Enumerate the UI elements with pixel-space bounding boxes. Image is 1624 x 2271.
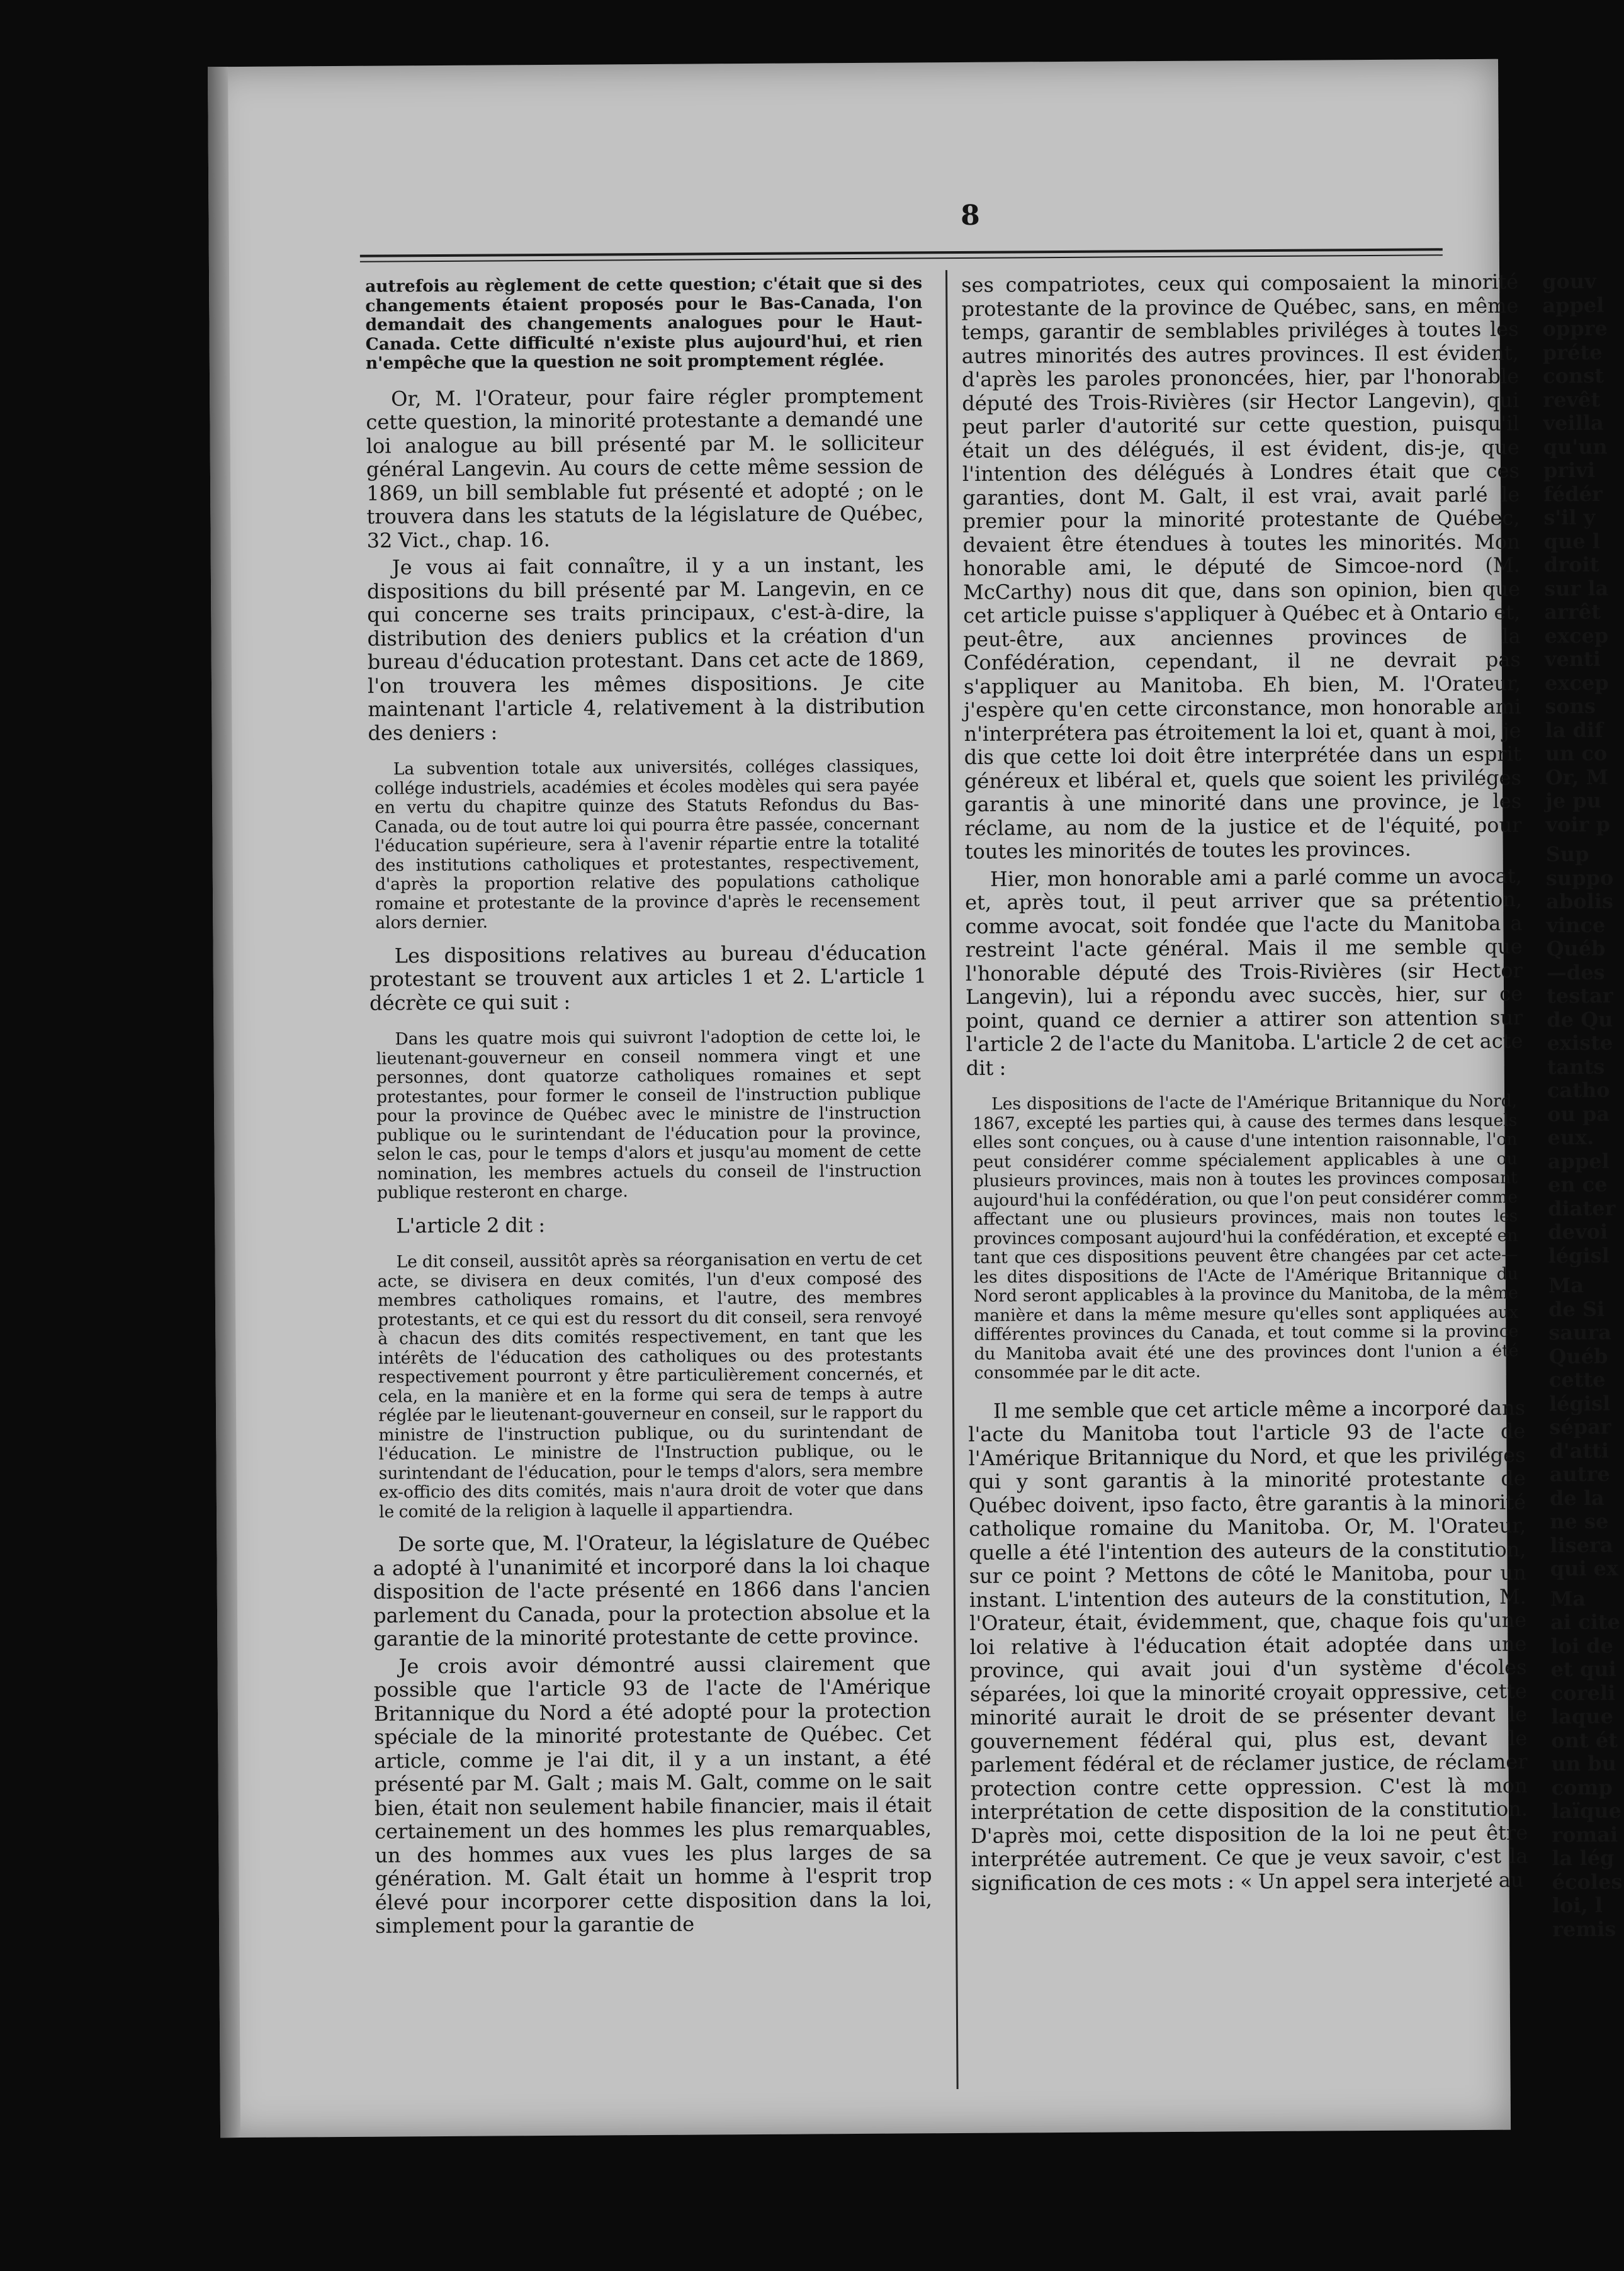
fragment-line: de Si	[1548, 1297, 1605, 1321]
paragraph: Les dispositions relatives au bureau d'éducation protestant se trouvent aux articles 1 et 2. L'article 1 décrète ce qui suit :	[369, 940, 927, 1015]
left-column	[365, 274, 932, 1942]
page-number: 8	[961, 199, 980, 232]
fragment-line: législ	[1548, 1243, 1610, 1268]
fragment-line: un co	[1545, 741, 1608, 766]
fragment-line: sépar	[1549, 1414, 1611, 1440]
fragment-line: droit	[1543, 552, 1599, 577]
fragment-line: que l	[1543, 529, 1601, 553]
fragment-line: ai cite	[1550, 1609, 1621, 1635]
fragment-line: de la	[1549, 1485, 1604, 1510]
fragment-line: comp	[1551, 1775, 1613, 1800]
fragment-line: Or, M	[1545, 765, 1609, 789]
quotation-article-4: La subvention totale aux universités, colléges classiques, collége industriels, académies et écoles modèles qui sera payée en vertu du chapitre quinze des Statuts Refondus du Bas-Canada, ou de tout autre loi qui pourra être passée, concernant l'éducation supérieure, sera à l'avenir répartie entre la totalité des institutions catholiques et protestantes, respectivement, d'après la proportion relative des populations catholique romaine et protestante de la province d'après le recensement alors dernier.	[374, 756, 920, 933]
fragment-line: diater	[1548, 1196, 1616, 1220]
paragraph: Il me semble que cet article même a incorporé dans l'acte du Manitoba tout l'article 93 de l'acte de l'Amérique Britannique du Nord, et que les priviléges qui y sont garantis à la minorité protestante de Québec doivent, ipso facto, être garantis à la minorité catholique romaine du Manitoba. Or, M. l'Orateur, quelle a été l'intention des auteurs de la constitution, sur ce point ? Mettons de côté le Manitoba, pour un instant. L'intention des auteurs de la constitution, M. l'Orateur, était, évidemment, que, chaque fois qu'une loi relative à l'éducation était adoptée dans une province, qui avait joui d'un système d'écoles séparées, loi que la minorité croyait oppressive, cette minorité aurait le droit de se présenter devant le gouvernement fédéral qui, plus est, devant le parlement fédéral et de réclamer justice, de réclamer protection contre cette oppression. C'est là mon interprétation de cette disposition de la constitution. D'après moi, cette disposition de la loi ne peut être interprétée autrement. Ce que je veux savoir, c'est la signification de ces mots : « Un appel sera interjeté au	[968, 1395, 1528, 1895]
paragraph: L'article 2 dit :	[396, 1212, 546, 1237]
right-column	[961, 271, 1528, 1899]
fragment-line: autre	[1549, 1462, 1610, 1487]
column-divider	[945, 270, 959, 2089]
fragment-line: loi de	[1550, 1633, 1614, 1658]
next-page-fragment	[1542, 269, 1623, 1942]
scanned-page	[208, 59, 1623, 2138]
fragment-line: Sup	[1545, 842, 1589, 867]
fragment-line: voir p	[1545, 812, 1610, 837]
fragment-line: préte	[1542, 340, 1603, 364]
paragraph: Hier, mon honorable ami a parlé comme un avocat, et, après tout, il peut arriver que sa prétention, comme avocat, soit fondée que l'acte du Manitoba a restreint l'acte général. Mais il me semble que l'honorable député des Trois-Rivières (sir Hector Langevin), lui a répondu avec succès, hier, sur ce point, quand ce dernier a attirer son attention sur l'article 2 de l'acte du Manitoba. L'article 2 de cet acte dit :	[965, 864, 1523, 1080]
fragment-line: appel	[1547, 1149, 1610, 1173]
continued-quotation: autrefois au règlement de cette question; c'était que si des changements étaient proposés pour le Bas-Canada, l'on demandait des changements analogues pour le Haut-Canada. Cette difficulté n'existe plus aujourd'hui, et rien n'empêche que la question ne soit promptement réglée.	[365, 273, 923, 373]
fragment-line: sur la	[1544, 576, 1609, 600]
fragment-line: la dif	[1545, 718, 1603, 742]
fragment-line: catho	[1547, 1078, 1610, 1103]
fragment-line: suppo	[1545, 865, 1614, 890]
fragment-line: laque	[1550, 1704, 1614, 1729]
fragment-line: d'atti	[1549, 1438, 1610, 1463]
fragment-line: vince	[1546, 913, 1606, 937]
fragment-line: je pu	[1545, 788, 1602, 813]
paragraph: ses compatriotes, ceux qui composaient la minorité protestante de la province de Québec, sans, en même temps, garantir de semblables priviléges à toutes les autres minorités des autres provinces. Il est évident, d'après les paroles prononcées, hier, par l'honorable député des Trois-Rivières (sir Hector Langevin), qui peut parler d'autorité sur cette question, puisqu'il était un des délégués, il est évident, dis-je, que l'intention des délégués à Londres était que ces garanties, dont M. Galt, il est vrai, avait parlé le premier pour la minorité protestante de Québec, devaient être étendues à toutes les minorités. Mon honorable ami, le député de Simcoe-nord (M. McCarthy) nous dit que, dans son opinion, bien que cet article puisse s'appliquer à Québec et à Ontario et, peut-être, aux anciennes provinces de la Confédération, cependant, il ne devrait pas s'appliquer au Manitoba. Eh bien, M. l'Orateur, j'espère qu'en cette circonstance, mon honorable ami n'interprétera pas étroitement la loi et, quant à moi, je dis que cette loi doit être interprétée dans un esprit généreux et libéral et, quels que soient les priviléges garantis à une minorité dans une province, je les réclame, au nom de la justice et de l'équité, pour toutes les minorités de toutes les provinces.	[961, 269, 1522, 864]
fragment-line: revêt	[1543, 387, 1601, 412]
fragment-line: la lég	[1552, 1846, 1615, 1871]
fragment-line: remis	[1552, 1917, 1616, 1941]
fragment-line: veilla	[1543, 410, 1604, 436]
fragment-line: excep	[1544, 670, 1609, 695]
paragraph: Or, M. l'Orateur, pour faire régler promptement cette question, la minorité protestante a demandé une loi analogue au bill présenté par M. le solliciteur général Langevin. Au cours de cette même session de 1869, un bill semblable fut présenté et adopté ; on le trouvera dans les statuts de la législature de Québec, 32 Vict., chap. 16.	[366, 383, 924, 553]
fragment-line: eux.	[1547, 1125, 1594, 1150]
fragment-line: privi	[1543, 458, 1596, 483]
fragment-line: qu'un	[1543, 434, 1608, 459]
paragraph: De sorte que, M. l'Orateur, la législature de Québec a adopté à l'unanimité et incorporé dans la loi chaque disposition de l'acte présenté en 1866 dans l'ancien parlement du Canada, pour la protection absolue et la garantie de la minorité protestante de cette province.	[373, 1529, 931, 1651]
fragment-line: abolis	[1546, 889, 1614, 914]
fragment-line: écoles	[1552, 1869, 1623, 1894]
fragment-line: const	[1542, 363, 1604, 388]
fragment-line: ont ét	[1551, 1728, 1618, 1752]
fragment-line: de Qu	[1547, 1007, 1613, 1032]
fragment-line: arrêt	[1544, 599, 1601, 624]
paragraph: Je vous ai fait connaître, il y a un instant, les dispositions du bill présenté par M. Langevin, en ce qui concerne ses traits principaux, c'est-à-dire, la distribution des deniers publics et la création d'un bureau d'éducation protestant. Dans cet acte de 1869, l'on trouvera les mêmes dispositions. Je cite maintenant l'article 4, relativement à la distribution des deniers :	[366, 552, 925, 745]
fragment-line: laïque	[1551, 1798, 1622, 1823]
fragment-line: saura	[1548, 1320, 1612, 1345]
fragment-line: gouv	[1542, 269, 1596, 294]
fragment-line: coreli	[1550, 1681, 1616, 1705]
quotation-article-2: Le dit conseil, aussitôt après sa réorganisation en vertu de cet acte, se divisera en deux comités, l'un d'eux composé des membres catholiques romains, et l'autre, des membres protestants, et ce qui est du ressort du dit conseil, sera renvoyé à chacun des dits comités respectivement, en tant que les intérêts de l'éducation des catholiques ou des protestants respectivement pourront y être particulièrement concernés, et cela, en la manière et en la forme qui sera de temps à autre réglée par le lieutenant-gouverneur en conseil, sur le rapport du ministre de l'instruction publique, ou du surintendant de l'éducation. Le ministre de l'Instruction publique, ou le surintendant de l'éducation, pour le temps d'alors, sera membre ex-officio des dits comités, mais n'aura droit de voter que dans le comité de la religion à laquelle il appartiendra.	[377, 1249, 923, 1522]
quotation-article-1: Dans les quatre mois qui suivront l'adoption de cette loi, le lieutenant-gouverneur en conseil nommera vingt et une personnes, dont quatorze catholiques romaines et sept protestantes, pour former le conseil de l'instruction publique pour la province de Québec avec le ministre de l'instruction publique ou le surintendant de l'éducation pour la province, selon le cas, pour le temps d'alors et jusqu'au moment de cette nomination, les membres actuels du conseil de l'instruction publique resteront en charge.	[376, 1026, 922, 1203]
fragment-line: Québ	[1546, 936, 1606, 961]
fragment-line: s'il y	[1543, 505, 1596, 530]
fragment-line: un bu	[1551, 1751, 1616, 1776]
paragraph: Je crois avoir démontré aussi clairement que possible que l'article 93 de l'acte de l'Amérique Britannique du Nord a été adopté pour la protection spéciale de la minorité protestante de Québec. Cet article, comme je l'ai dit, il y a un instant, a été présenté par M. Galt ; mais M. Galt, comme on le sait bien, était non seulement habile financier, mais il était certainement un des hommes les plus remarquables, un des hommes aux vues les plus larges de sa génération. M. Galt était un homme à l'esprit trop élevé pour incorporer cette disposition dans la loi, simplement pour la garantie de	[373, 1650, 932, 1938]
fragment-line: cette	[1548, 1367, 1606, 1392]
fragment-line: en ce	[1547, 1172, 1608, 1197]
fragment-line: devoi	[1548, 1219, 1608, 1244]
fragment-line: législ	[1548, 1391, 1611, 1416]
fragment-line: qui ex	[1550, 1556, 1619, 1581]
fragment-line: ou pa	[1547, 1102, 1610, 1126]
page-edge-shadow	[208, 67, 240, 2138]
fragment-line: existe	[1547, 1030, 1613, 1056]
fragment-line: et qui	[1550, 1657, 1616, 1682]
fragment-line: Québ	[1548, 1344, 1608, 1368]
fragment-line: lisera	[1550, 1533, 1613, 1557]
fragment-line: fédér	[1543, 482, 1603, 506]
fragment-line: ne se	[1550, 1509, 1609, 1534]
fragment-line: tants	[1547, 1054, 1605, 1079]
fragment-line: —des	[1546, 960, 1605, 984]
fragment-line: appel	[1542, 293, 1604, 317]
fragment-line: romai	[1552, 1822, 1618, 1847]
fragment-line: testar	[1546, 983, 1613, 1008]
fragment-line: Ma	[1548, 1273, 1584, 1298]
fragment-line: oppre	[1542, 316, 1608, 341]
fragment-line: excep	[1544, 623, 1609, 648]
fragment-line: venti	[1544, 646, 1601, 672]
fragment-line: Ma	[1550, 1586, 1586, 1611]
fragment-line: loi, l	[1552, 1893, 1603, 1918]
quotation-manitoba-act: Les dispositions de l'acte de l'Amérique Britannique du Nord, 1867, excepté les parties qui, à cause des termes dans lesquels elles sont conçues, ou à cause d'une intention raisonnable, l'on peut considérer comme spécialement applicables à une ou plusieurs provinces, mais non à toutes les provinces composant aujourd'hui la confédération, ou que l'on peut considérer comme affectant une ou plusieurs provinces, mais non toutes les provinces composant aujourd'hui la confédération, et excepté en tant que ces dispositions peuvent être changées par cet acte—les dites dispositions de l'Acte de l'Amérique Britannique du Nord seront applicables à la province du Manitoba, de la même manière et dans la même mesure qu'elles sont appliquées aux différentes provinces du Canada, et tout comme si la province du Manitoba avait été une des provinces dont l'union a été consommée par le dit acte.	[973, 1091, 1519, 1383]
fragment-line: sons	[1545, 694, 1596, 719]
